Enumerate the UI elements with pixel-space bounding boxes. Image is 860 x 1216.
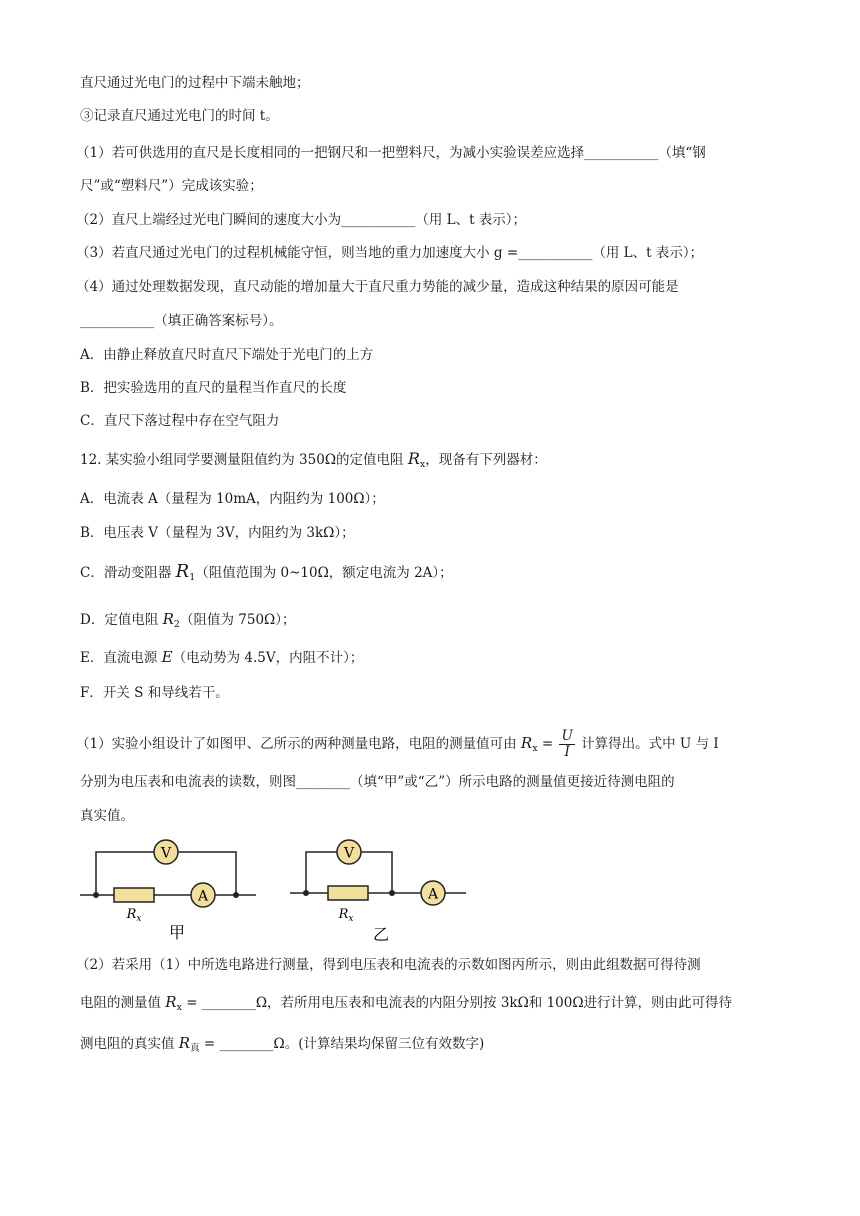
equipment-d: D．定值电阻 $R_2$（阻值为 750Ω）； <box>80 610 296 630</box>
option-a: A．由静止释放直尺时直尺下端处于光电门的上方 <box>80 347 374 363</box>
equipment-c: C．滑动变阻器 $R_1$（阻值范围为 0~10Ω，额定电流为 2A）； <box>80 561 453 583</box>
question-2: （2）直尺上端经过光电门瞬间的速度大小为___________（用 L、t 表示）； <box>76 212 527 228</box>
circuit-caption: 甲 <box>168 923 186 942</box>
resistor-label: $R_x$ <box>126 907 142 924</box>
text-line: 直尺通过光电门的过程中下端未触地； <box>80 75 310 91</box>
resistor-rx <box>328 886 368 900</box>
voltmeter-label: V <box>343 845 355 862</box>
question-4: （4）通过处理数据发现，直尺动能的增加量大于直尺重力势能的减少量，造成这种结果的原因可能是 <box>76 279 679 295</box>
equipment-f: F．开关 S 和导线若干。 <box>80 685 229 701</box>
sub-question-1: （1）实验小组设计了如图甲、乙所示的两种测量电路，电阻的测量值可由 $R_x$ = $\frac{U}{I}$ 计算得出。式中 U 与 I <box>76 728 719 760</box>
resistor-label: $R_x$ <box>338 907 354 924</box>
fraction-u-over-i: $\frac{U}{I}$ <box>561 728 573 760</box>
resistor-rx <box>114 888 154 902</box>
junction-dot <box>303 890 309 896</box>
ammeter-label: A <box>197 888 209 905</box>
equipment-e: E．直流电源 E（电动势为 4.5V，内阻不计）； <box>80 648 364 666</box>
question-4-cont: ___________（填正确答案标号）。 <box>80 313 283 329</box>
question-1: （1）若可供选用的直尺是长度相同的一把钢尺和一把塑料尺，为减小实验误差应选择___________（填“钢 <box>76 145 706 161</box>
question-1-cont: 尺”或“塑料尺”）完成该实验； <box>80 178 263 194</box>
problem-12: 12. 某实验小组同学要测量阻值约为 350Ω的定值电阻 $R_x$，现备有下列器材： <box>80 449 547 470</box>
circuit-yi <box>290 840 466 944</box>
text-line: ③记录直尺通过光电门的时间 t。 <box>80 108 279 124</box>
equipment-a: A．电流表 A（量程为 10mA，内阻约为 100Ω）； <box>80 491 385 507</box>
voltmeter-label: V <box>160 845 172 862</box>
sub-question-1-end: 真实值。 <box>80 808 134 824</box>
option-c: C．直尺下落过程中存在空气阻力 <box>80 413 280 429</box>
junction-dot <box>389 890 395 896</box>
junction-dot <box>233 892 239 898</box>
sub-question-2-line2: 电阻的测量值 $R_x$ = ________Ω，若所用电压表和电流表的内阻分别按 3kΩ和 100Ω进行计算，则由此可得待 <box>80 993 733 1013</box>
circuit-diagrams <box>0 836 860 946</box>
sub-question-2-line3: 测电阻的真实值 $R_真$ = ________Ω。(计算结果均保留三位有效数字) <box>80 1034 485 1054</box>
question-3: （3）若直尺通过光电门的过程机械能守恒，则当地的重力加速度大小 g =___________（用 L、t 表示）； <box>76 245 704 261</box>
sub-question-2: （2）若采用（1）中所选电路进行测量，得到电压表和电流表的示数如图丙所示，则由此组数据可得待测 <box>76 957 701 973</box>
option-b: B．把实验选用的直尺的量程当作直尺的长度 <box>80 380 347 396</box>
circuit-caption: 乙 <box>372 925 390 944</box>
equipment-b: B．电压表 V（量程为 3V，内阻约为 3kΩ）； <box>80 525 355 541</box>
circuit-jia <box>80 840 256 942</box>
sub-question-1-cont: 分别为电压表和电流表的读数，则图________（填“甲”或“乙”）所示电路的测量值更接近待测电阻的 <box>80 774 675 790</box>
ammeter-label: A <box>427 886 439 903</box>
junction-dot <box>93 892 99 898</box>
